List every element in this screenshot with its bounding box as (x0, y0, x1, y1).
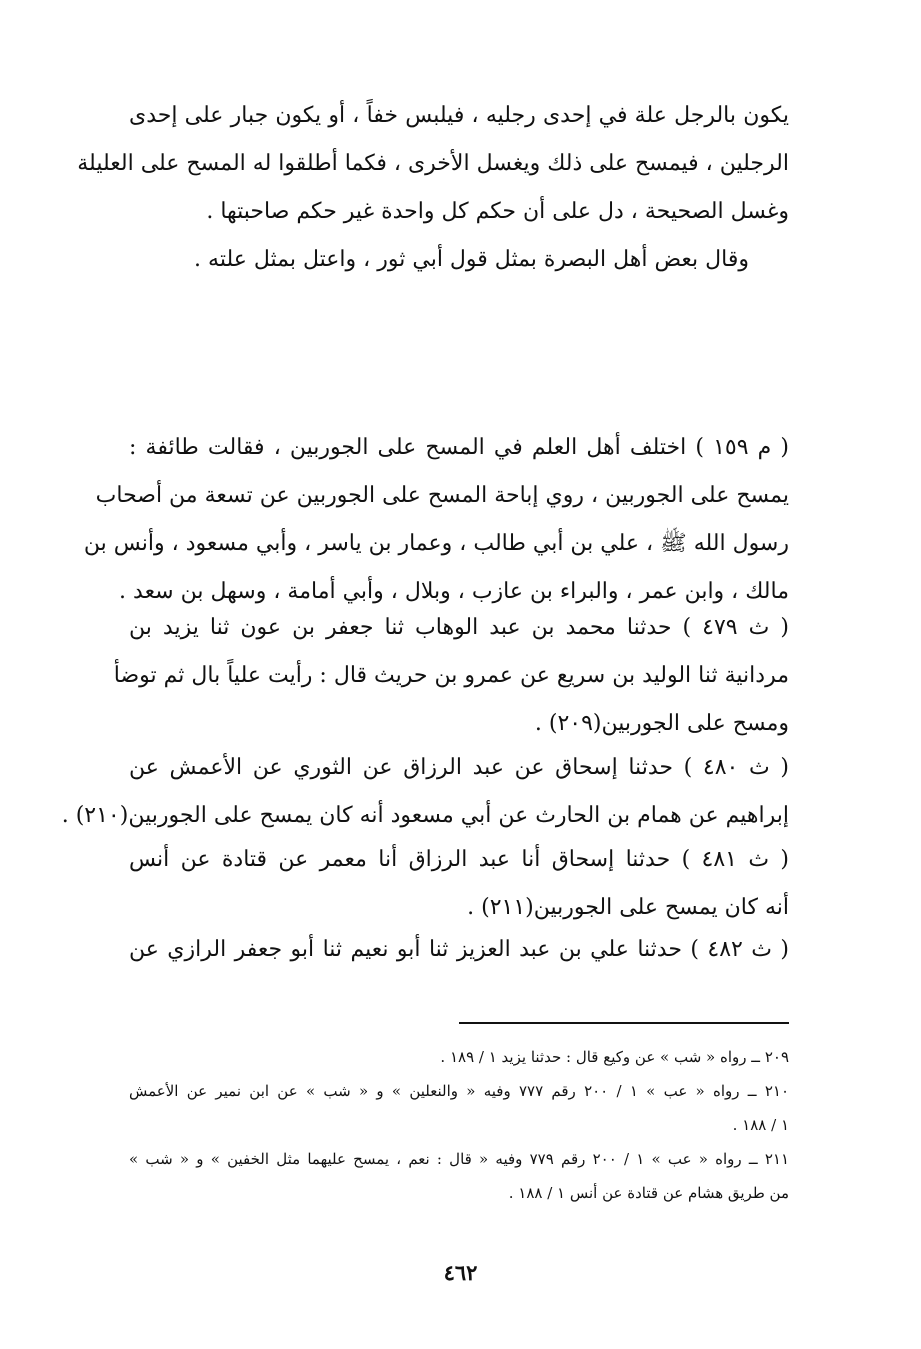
text-line: يمسح على الجوربين ، روي إباحة المسح على الجوربين عن تسعة من أصحاب (95, 483, 789, 508)
text-line: يكون بالرجل علة في إحدى رجليه ، فيلبس خفاً ، أو يكون جبار على إحدى (129, 103, 789, 128)
paragraph-athar-482 (129, 926, 789, 974)
paragraph-masala-159 (83, 424, 789, 616)
paragraph-athar-481 (129, 836, 789, 932)
footnote-211: ٢١١ ــ رواه « عب » ١ / ٢٠٠ رقم ٧٧٩ وفيه « قال : نعم ، يمسح عليهما مثل الخفين » و « شب » (129, 1150, 790, 1168)
paragraph-continuation (77, 92, 789, 236)
text-line: الرجلين ، فيمسح على ذلك ويغسل الأخرى ، فكما أطلقوا له المسح على العليلة (77, 151, 789, 176)
footnotes (129, 1040, 789, 1210)
text-line: ( ث ٤٨٠ ) حدثنا إسحاق عن عبد الرزاق عن الثوري عن الأعمش عن (129, 755, 789, 780)
footnote-210: ٢١٠ ــ رواه « عب » ١ / ٢٠٠ رقم ٧٧٧ وفيه « والنعلين » و « شب » عن ابن نمير عن الأعمش (129, 1082, 789, 1100)
text-line: ( ث ٤٨١ ) حدثنا إسحاق أنا عبد الرزاق أنا معمر عن قتادة عن أنس (129, 847, 789, 872)
footnote-divider (459, 1022, 789, 1024)
paragraph-athar-479 (113, 604, 789, 748)
text-line: ( ث ٤٨٢ ) حدثنا علي بن عبد العزيز ثنا أبو نعيم ثنا أبو جعفر الرازي عن (129, 937, 789, 962)
text-line: مردانية ثنا الوليد بن سريع عن عمرو بن حريث قال : رأيت علياً بال ثم توضأ (113, 663, 789, 688)
footnote-211-continued: من طريق هشام عن قتادة عن أنس ١ / ١٨٨ . (508, 1184, 789, 1202)
text-line: إبراهيم عن همام بن الحارث عن أبي مسعود أنه كان يمسح على الجوربين(٢١٠) . (61, 803, 789, 828)
text-line: رسول الله ﷺ ، علي بن أبي طالب ، وعمار بن ياسر ، وأبي مسعود ، وأنس بن (83, 531, 789, 556)
text-line: مالك ، وابن عمر ، والبراء بن عازب ، وبلال ، وأبي أمامة ، وسهل بن سعد . (119, 579, 789, 604)
paragraph-athar-480 (61, 744, 789, 840)
text-line: ( م ١٥٩ ) اختلف أهل العلم في المسح على الجوربين ، فقالت طائفة : (129, 435, 789, 460)
text-line: وقال بعض أهل البصرة بمثل قول أبي ثور ، واعتل بمثل علته . (194, 247, 749, 272)
text-line: وغسل الصحيحة ، دل على أن حكم كل واحدة غير حكم صاحبتها . (206, 199, 789, 224)
page-number: ٤٦٢ (443, 1260, 478, 1285)
text-line: أنه كان يمسح على الجوربين(٢١١) . (467, 895, 789, 920)
paragraph-basra (129, 236, 749, 284)
text-line: ( ث ٤٧٩ ) حدثنا محمد بن عبد الوهاب ثنا جعفر بن عون ثنا يزيد بن (129, 615, 789, 640)
text-line: ومسح على الجوربين(٢٠٩) . (534, 711, 789, 736)
footnote-210-continued: ١ / ١٨٨ . (732, 1116, 789, 1134)
footnote-209: ٢٠٩ ــ رواه « شب » عن وكيع قال : حدثنا يزيد ١ / ١٨٩ . (440, 1048, 789, 1066)
